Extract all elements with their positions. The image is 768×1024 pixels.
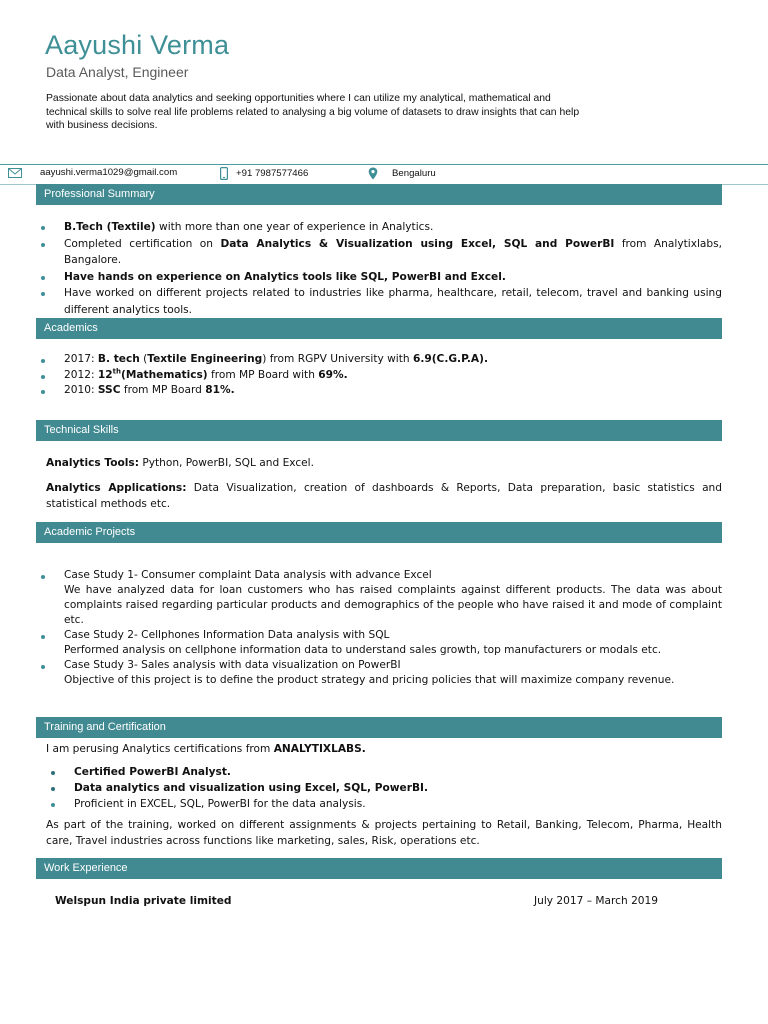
bullet-icon <box>41 390 45 394</box>
project-title: Case Study 1- Consumer complaint Data analysis with advance Excel <box>64 569 432 581</box>
section-technical-skills: Technical Skills <box>36 420 722 441</box>
company-name: Welspun India private limited <box>55 895 232 907</box>
section-professional-summary: Professional Summary <box>36 184 722 205</box>
section-training-certification: Training and Certification <box>36 717 722 738</box>
list-item <box>36 236 722 269</box>
score: 69%. <box>318 368 348 381</box>
skill-label: Analytics Tools: <box>46 457 139 469</box>
section-academics: Academics <box>36 318 722 339</box>
list-item-text: with more than one year of experience in Analytics. <box>155 221 434 233</box>
project-title: Case Study 3- Sales analysis with data visualization on PowerBI <box>64 659 401 671</box>
project-description: Performed analysis on cellphone information data to understand sales growth, top manufacturers or modals etc. <box>64 644 662 656</box>
degree: 12 <box>97 368 113 381</box>
bullet-icon <box>41 665 45 669</box>
list-item <box>46 796 722 812</box>
list-item <box>36 368 722 384</box>
list-item <box>36 568 722 628</box>
superscript: th <box>112 366 121 375</box>
location-pin-icon <box>368 167 378 180</box>
year: 2010: <box>64 384 98 396</box>
email-text[interactable]: aayushi.verma1029@gmail.com <box>40 167 178 178</box>
list-item-text: from Analytixlabs, Bangalore. <box>64 237 723 266</box>
list-item <box>46 780 722 796</box>
list-item-text: Completed certification on <box>64 237 221 250</box>
bullet-icon <box>41 375 45 379</box>
list-item <box>36 352 722 368</box>
phone-text[interactable]: +91 7987577466 <box>236 168 309 179</box>
list-item <box>36 269 722 286</box>
work-dates: July 2017 – March 2019 <box>534 895 659 907</box>
degree: SSC <box>97 384 121 396</box>
location-text: Bengaluru <box>392 168 436 179</box>
bullet-icon <box>41 359 45 363</box>
bullet-icon <box>51 787 55 791</box>
year: 2012: <box>64 368 98 381</box>
contact-phone[interactable] <box>220 167 308 180</box>
bullet-icon <box>51 803 55 807</box>
training-intro-text: I am perusing Analytics certifications from <box>46 743 274 755</box>
bullet-icon <box>41 276 45 280</box>
envelope-icon <box>8 168 22 178</box>
analytics-applications <box>46 480 722 512</box>
degree-highlight: B.Tech (Textile) <box>64 221 156 233</box>
analytics-tools <box>46 455 722 471</box>
bullet-icon <box>51 771 55 775</box>
major: (Mathematics) <box>121 368 208 381</box>
list-item <box>46 764 722 780</box>
year: 2017: <box>64 353 98 365</box>
list-item-text: Proficient in EXCEL, SQL, PowerBI for the data analysis. <box>74 798 366 810</box>
summary-list <box>36 219 722 318</box>
phone-icon <box>220 167 228 180</box>
list-item <box>36 285 722 318</box>
certification-highlight: Data Analytics & Visualization using Excel, SQL and PowerBI <box>220 237 615 250</box>
list-item-text: Data analytics and visualization using Excel, SQL, PowerBI. <box>74 782 429 794</box>
project-description: Objective of this project is to define the product strategy and pricing policies that will maximize company revenue. <box>64 674 675 686</box>
score: 81%. <box>205 384 235 396</box>
list-item-text: Certified PowerBI Analyst. <box>74 766 231 778</box>
contact-location <box>368 167 436 180</box>
list-item <box>36 219 722 236</box>
major: Textile Engineering <box>147 353 263 365</box>
skill-value: Data Visualization, creation of dashboards & Reports, Data preparation, basic statistics and statistical methods etc. <box>46 482 722 510</box>
bullet-icon <box>41 226 45 230</box>
academics-list <box>36 352 722 399</box>
contact-email[interactable] <box>8 167 177 178</box>
bullet-icon <box>41 292 45 296</box>
text: from MP Board with <box>207 368 319 381</box>
bullet-icon <box>41 575 45 579</box>
candidate-name: Aayushi Verma <box>45 30 230 60</box>
project-title: Case Study 2- Cellphones Information Data analysis with SQL <box>64 629 390 641</box>
objective-text: Passionate about data analytics and seeking opportunities where I can utilize my analytical, mathematical and technical skills to solve real life problems related to analysing a big volume of datasets to draw insights that can help with business decisions. <box>46 93 580 131</box>
degree: B. tech <box>97 353 140 365</box>
training-outro: As part of the training, worked on different assignments & projects pertaining to Retail, Banking, Telecom, Pharma, Health care, Travel industries across functions like marketing, sales, Risk, operations etc. <box>46 819 722 847</box>
skill-label: Analytics Applications: <box>46 482 187 494</box>
list-item <box>36 383 722 399</box>
training-list <box>46 764 722 812</box>
section-work-experience: Work Experience <box>36 858 722 879</box>
candidate-role: Data Analyst, Engineer <box>46 64 189 80</box>
list-item <box>36 658 722 688</box>
text: ) from RGPV University with <box>262 353 413 365</box>
bullet-icon <box>41 243 45 247</box>
contact-divider-top <box>0 164 768 165</box>
list-item-text: Have hands on experience on Analytics tools like SQL, PowerBI and Excel. <box>64 270 506 283</box>
project-description: We have analyzed data for loan customers who has raised complaints against different products. The data was about complaints raised regarding particular products and demographics of the people who have raised it and mode of complaint etc. <box>64 584 722 626</box>
text: ( <box>139 353 148 365</box>
projects-list <box>36 568 722 688</box>
score: 6.9(C.G.P.A). <box>412 353 488 365</box>
skill-value: Python, PowerBI, SQL and Excel. <box>138 457 314 469</box>
section-academic-projects: Academic Projects <box>36 522 722 543</box>
list-item <box>36 628 722 658</box>
text: from MP Board <box>120 384 206 396</box>
bullet-icon <box>41 635 45 639</box>
institute-name: ANALYTIXLABS. <box>273 743 366 755</box>
list-item-text: Have worked on different projects related to industries like pharma, healthcare, retail, telecom, travel and banking using different analytics tools. <box>64 287 722 316</box>
training-intro <box>46 741 722 757</box>
